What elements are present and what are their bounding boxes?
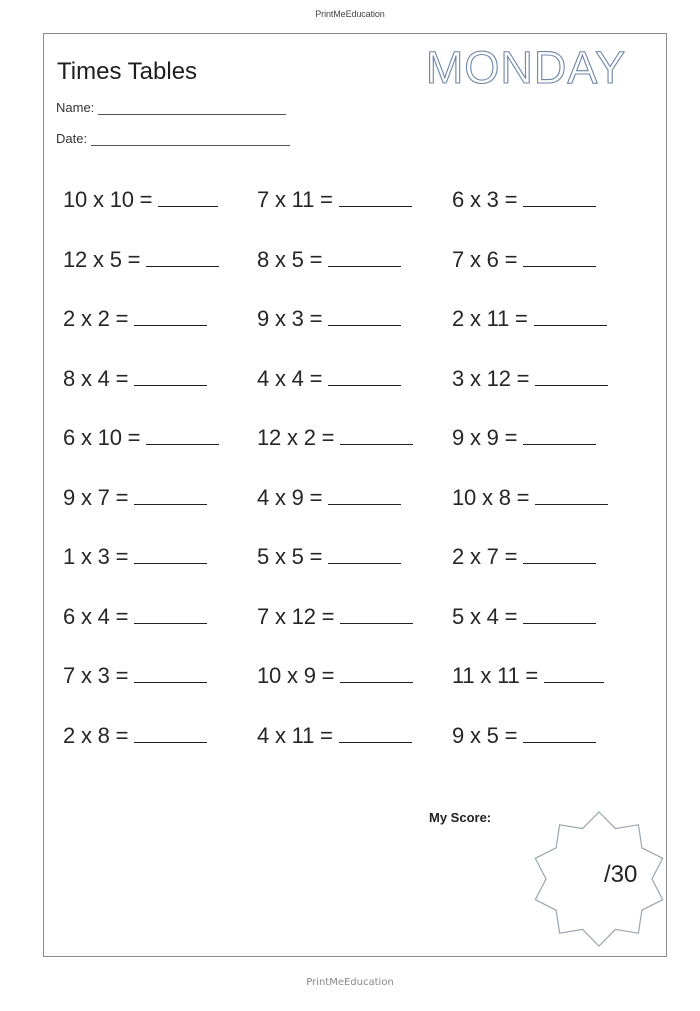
problem-text: 6 x 10 = [63, 425, 141, 450]
answer-blank[interactable] [328, 305, 401, 326]
problem-item [257, 603, 413, 630]
answer-blank[interactable] [134, 543, 207, 564]
worksheet [43, 33, 667, 957]
problem-item [452, 722, 596, 749]
problem-item [63, 662, 207, 689]
answer-blank[interactable] [523, 246, 596, 267]
problem-item [257, 424, 413, 451]
problem-text: 10 x 8 = [452, 484, 530, 510]
problem-item [452, 603, 596, 630]
problem-text: 7 x 12 = [257, 603, 335, 629]
answer-blank[interactable] [523, 424, 596, 445]
problem-text: 3 x 12 = [452, 365, 530, 391]
problem-item [452, 484, 608, 511]
answer-blank[interactable] [535, 484, 608, 505]
problem-item [63, 543, 207, 570]
problem-text: 11 x 11 = [452, 663, 539, 688]
answer-blank[interactable] [340, 662, 413, 683]
name-input-line[interactable] [98, 102, 286, 115]
worksheet-title: Times Tables [57, 58, 198, 85]
problem-item [257, 543, 401, 570]
problem-item [452, 424, 596, 451]
problem-item [63, 365, 207, 392]
problem-text: 12 x 2 = [257, 425, 335, 450]
problem-item [452, 305, 607, 332]
answer-blank[interactable] [534, 305, 607, 326]
problem-text: 2 x 7 = [452, 544, 518, 569]
problem-text: 2 x 2 = [63, 306, 129, 331]
date-input-line[interactable] [91, 133, 290, 146]
problem-item [257, 662, 413, 689]
problem-item [63, 722, 207, 749]
problem-text: 7 x 11 = [257, 187, 333, 212]
answer-blank[interactable] [328, 543, 401, 564]
problem-item [257, 722, 412, 749]
problem-item [452, 365, 608, 392]
answer-blank[interactable] [339, 186, 412, 207]
answer-blank[interactable] [134, 484, 207, 505]
name-label: Name: [56, 100, 95, 115]
date-label: Date: [56, 131, 88, 146]
problem-item [63, 603, 207, 630]
problem-item [257, 484, 401, 511]
problem-item [452, 186, 596, 213]
answer-blank[interactable] [535, 365, 608, 386]
problem-text: 7 x 3 = [63, 663, 129, 688]
problem-text: 9 x 7 = [63, 484, 129, 510]
problem-item [452, 246, 596, 273]
answer-blank[interactable] [340, 603, 413, 624]
problem-text: 1 x 3 = [63, 544, 129, 569]
problem-text: 6 x 4 = [63, 603, 129, 629]
problem-text: 8 x 5 = [257, 246, 323, 272]
answer-blank[interactable] [134, 305, 207, 326]
problem-text: 9 x 3 = [257, 306, 323, 331]
answer-blank[interactable] [523, 543, 596, 564]
answer-blank[interactable] [146, 424, 219, 445]
answer-blank[interactable] [328, 484, 401, 505]
answer-blank[interactable] [544, 662, 604, 683]
answer-blank[interactable] [158, 186, 218, 207]
answer-blank[interactable] [339, 722, 412, 743]
answer-blank[interactable] [134, 722, 207, 743]
problem-item [257, 186, 412, 213]
problem-text: 7 x 6 = [452, 246, 518, 272]
date-field [56, 131, 290, 146]
problem-text: 4 x 4 = [257, 365, 323, 391]
day-heading [419, 41, 634, 91]
problem-item [257, 246, 401, 273]
header-brand: PrintMeEducation [315, 9, 385, 19]
footer-brand: PrintMeEducation [306, 977, 394, 988]
svg-text:MONDAY: MONDAY [425, 42, 627, 91]
problem-item [63, 186, 218, 213]
problem-text: 9 x 5 = [452, 722, 518, 748]
problem-text: 6 x 3 = [452, 187, 518, 212]
answer-blank[interactable] [134, 662, 207, 683]
problem-item [257, 305, 401, 332]
problem-text: 4 x 11 = [257, 722, 333, 748]
answer-blank[interactable] [328, 365, 401, 386]
score-star-badge-icon [530, 811, 668, 947]
problem-item [452, 543, 596, 570]
problem-text: 10 x 10 = [63, 187, 153, 212]
answer-blank[interactable] [523, 186, 596, 207]
problem-item [452, 662, 604, 689]
problem-text: 10 x 9 = [257, 663, 335, 688]
problem-item [63, 424, 219, 451]
problem-item [63, 246, 219, 273]
problem-text: 4 x 9 = [257, 484, 323, 510]
answer-blank[interactable] [134, 365, 207, 386]
problem-text: 12 x 5 = [63, 246, 141, 272]
problem-text: 5 x 4 = [452, 603, 518, 629]
problem-text: 2 x 8 = [63, 722, 129, 748]
score-total: /30 [604, 861, 638, 888]
answer-blank[interactable] [328, 246, 401, 267]
problem-text: 8 x 4 = [63, 365, 129, 391]
problem-item [63, 484, 207, 511]
answer-blank[interactable] [146, 246, 219, 267]
answer-blank[interactable] [340, 424, 413, 445]
problem-text: 5 x 5 = [257, 544, 323, 569]
problem-item [257, 365, 401, 392]
answer-blank[interactable] [523, 722, 596, 743]
answer-blank[interactable] [523, 603, 596, 624]
name-field [56, 100, 286, 115]
answer-blank[interactable] [134, 603, 207, 624]
score-label: My Score: [429, 810, 492, 825]
problem-text: 2 x 11 = [452, 306, 528, 331]
problem-item [63, 305, 207, 332]
problem-text: 9 x 9 = [452, 425, 518, 450]
